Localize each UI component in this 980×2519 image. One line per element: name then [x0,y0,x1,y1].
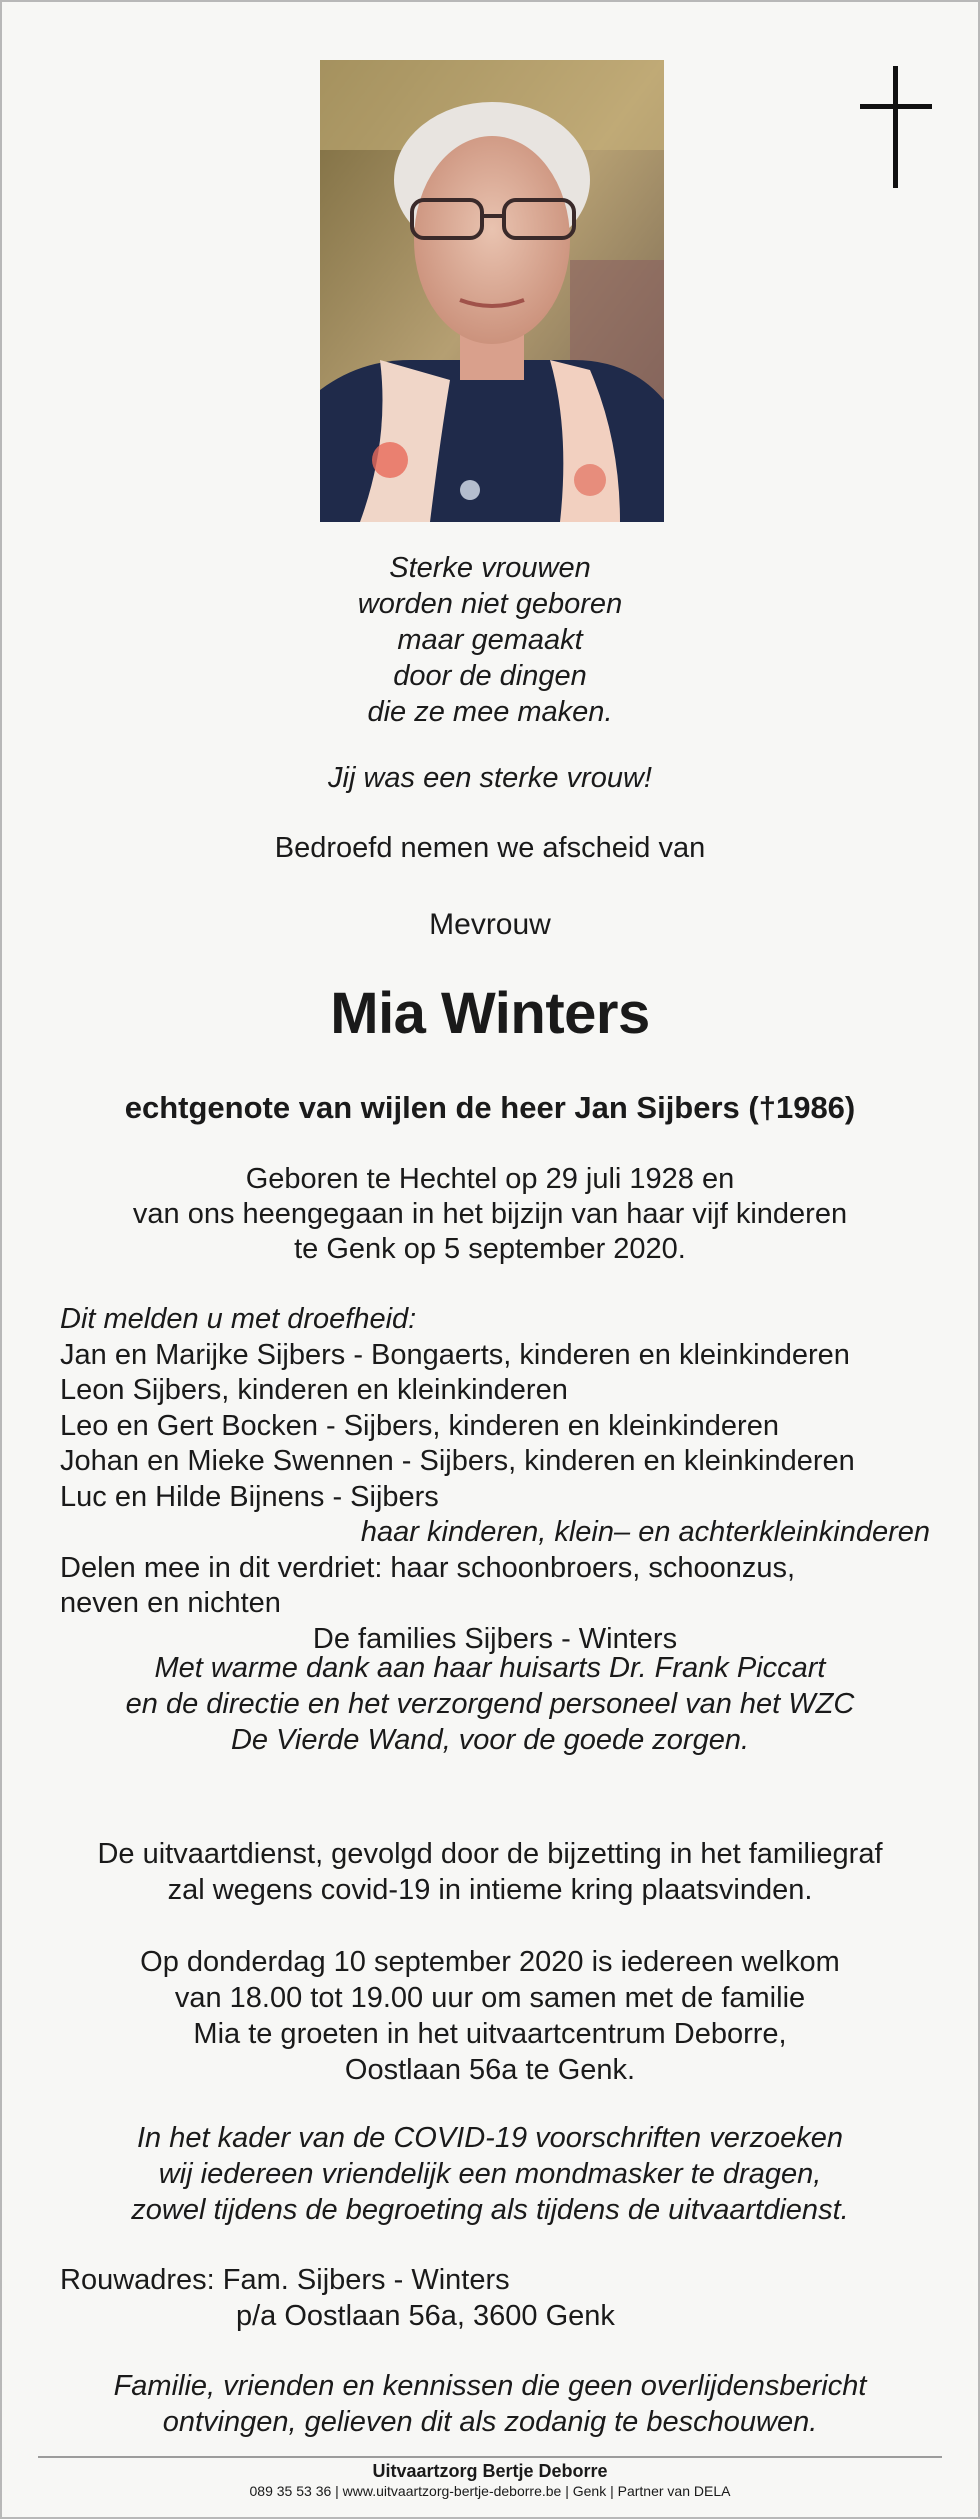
portrait-image [320,60,664,522]
visit-line: Mia te groeten in het uitvaartcentrum Deborre, [193,2018,787,2050]
family-lead: Dit melden u met droefheid: [60,1303,417,1335]
poem-line: worden niet geboren [357,588,623,620]
visit-line: Oostlaan 56a te Genk. [344,2054,636,2086]
birth-line: Geboren te Hechtel op 29 juli 1928 en [245,1163,735,1195]
intro-text: Bedroefd nemen we afscheid van [274,832,706,864]
deceased-name: Mia Winters [330,981,650,1046]
poem-line: die ze mee maken. [367,696,613,728]
salutation: Mevrouw [429,908,551,941]
family-member: Johan en Mieke Swennen - Sijbers, kinderen en kleinkinderen [60,1445,855,1477]
service-line: De uitvaartdienst, gevolgd door de bijzetting in het familiegraf [97,1838,883,1870]
address-line: p/a Oostlaan 56a, 3600 Genk [236,2300,615,2332]
family-member: Leo en Gert Bocken - Sijbers, kinderen en kleinkinderen [60,1409,779,1442]
service-line: zal wegens covid-19 in intieme kring plaatsvinden. [167,1874,813,1906]
service-text [2,1836,978,1908]
cross-icon [860,66,932,188]
covid-line: In het kader van de COVID-19 voorschriften verzoeken [136,2122,844,2154]
footer-divider [38,2456,942,2458]
spouse-line: echtgenote van wijlen de heer Jan Sijbers (†1986) [124,1090,856,1125]
mourning-address [60,2262,930,2334]
poem-line: door de dingen [393,660,587,692]
visit-line: Op donderdag 10 september 2020 is iedereen welkom [140,1946,840,1978]
closing-line: ontvingen, gelieven dit als zodanig te beschouwen. [162,2406,818,2438]
thanks-text [2,1650,978,1758]
family-names: De families Sijbers - Winters [312,1622,678,1655]
closing-note [2,2368,978,2440]
family-member: Leon Sijbers, kinderen en kleinkinderen [60,1374,568,1406]
thanks-line: Met warme dank aan haar huisarts Dr. Frank Piccart [154,1652,826,1684]
poem-closing: Jij was een sterke vrouw! [328,762,652,794]
thanks-line: en de directie en het verzorgend personeel van het WZC [125,1688,855,1720]
birth-death-info [2,1162,978,1267]
family-descendants: haar kinderen, klein– en achterkleinkinderen [360,1516,930,1548]
portrait-photo [320,60,664,522]
poem-line: Sterke vrouwen [389,552,591,584]
visit-text [2,1944,978,2088]
family-others: neven en nichten [60,1587,281,1619]
covid-notice [2,2120,978,2228]
birth-line: van ons heengegaan in het bijzijn van haar vijf kinderen [132,1198,848,1230]
poem-line: maar gemaakt [397,624,583,656]
family-list [60,1302,930,1657]
covid-line: zowel tijdens de begroeting als tijdens de uitvaartdienst. [131,2194,849,2226]
birth-line: te Genk op 5 september 2020. [294,1233,686,1265]
footer-company: Uitvaartzorg Bertje Deborre [372,2461,608,2481]
family-others: Delen mee in dit verdriet: haar schoonbroers, schoonzus, [60,1551,796,1584]
covid-line: wij iedereen vriendelijk een mondmasker te dragen, [158,2158,822,2190]
family-member: Jan en Marijke Sijbers - Bongaerts, kinderen en kleinkinderen [60,1338,850,1371]
footer-contact: 089 35 53 36 | www.uitvaartzorg-bertje-deborre.be | Genk | Partner van DELA [249,2483,731,2499]
thanks-line: De Vierde Wand, voor de goede zorgen. [230,1724,750,1756]
address-line: Rouwadres: Fam. Sijbers - Winters [60,2264,510,2296]
poem [2,550,978,730]
visit-line: van 18.00 tot 19.00 uur om samen met de familie [174,1982,806,2014]
family-member: Luc en Hilde Bijnens - Sijbers [60,1480,439,1513]
closing-line: Familie, vrienden en kennissen die geen overlijdensbericht [113,2370,867,2402]
